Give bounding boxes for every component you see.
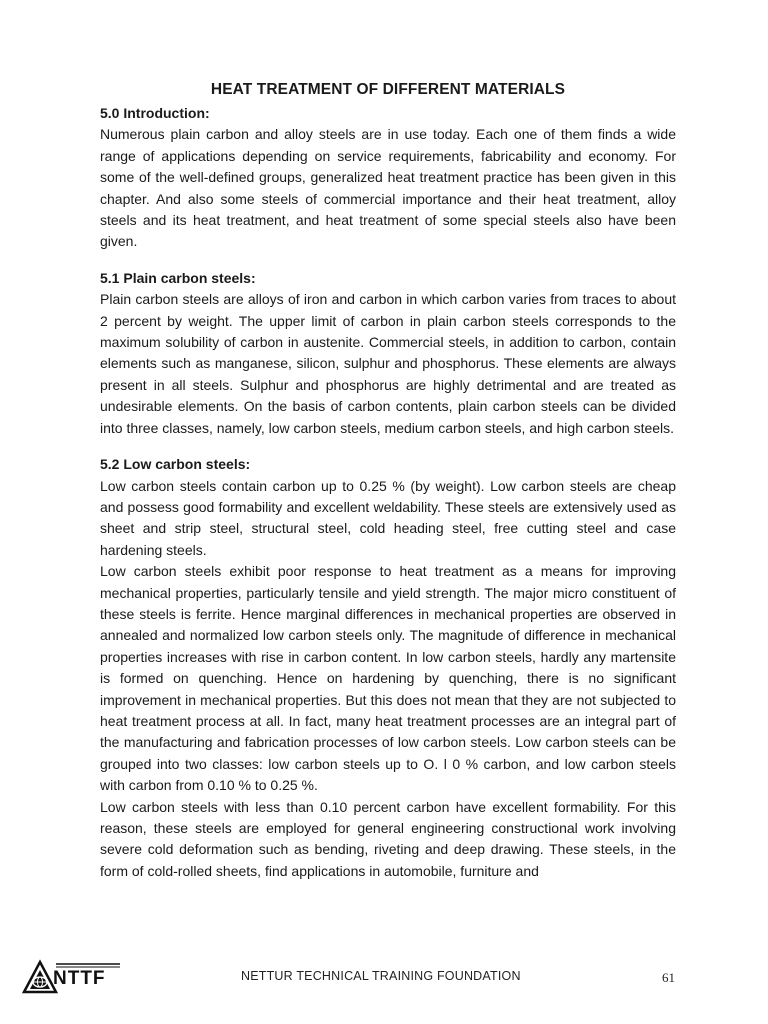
section-paragraph: Plain carbon steels are alloys of iron and carbon in which carbon varies from traces to about 2 percent by weight. The upper limit of carbon in plain carbon steels corresponds to the maximum solubility of carbon in austenite. Commercial steels, in addition to carbon, contain elements such as manganese, silicon, sulphur and phosphorus. These elements are always present in all steels. Sulphur and phosphorus are highly detrimental and are treated as undesirable elements. On the basis of carbon contents, plain carbon steels can be divided into three classes, namely, low carbon steels, medium carbon steels, and high carbon steels.: [100, 291, 676, 436]
document-title: HEAT TREATMENT OF DIFFERENT MATERIALS: [210, 81, 566, 98]
section-introduction: [100, 103, 676, 253]
document-page: [100, 80, 676, 882]
section-heading: 5.0 Introduction:: [100, 105, 210, 121]
section-heading: 5.1 Plain carbon steels:: [100, 269, 256, 286]
section-spacer: [100, 439, 676, 454]
section-paragraph: Low carbon steels contain carbon up to 0.25 % (by weight). Low carbon steels are cheap and possess good formability and excellent weldability. These steels are extensively used as sheet and strip steel, structural steel, cold heading steel, free cutting steel and case hardening steels.: [100, 477, 676, 558]
section-heading: 5.2 Low carbon steels:: [100, 456, 251, 473]
nttf-logo: [22, 958, 122, 994]
section-low-carbon-steels: [100, 454, 676, 882]
footer-organization: NETTUR TECHNICAL TRAINING FOUNDATION: [241, 969, 521, 983]
section-paragraph: Low carbon steels exhibit poor response to heat treatment as a means for improving mechanical properties, particularly tensile and yield strength. The major micro constituent of these steels is ferrite. Hence marginal differences in mechanical properties are observed in annealed and normalized low carbon steels only. The magnitude of difference in mechanical properties increases with rise in carbon content. In low carbon steels, hardly any martensite is formed on quenching. Hence on hardening by quenching, there is no significant improvement in mechanical properties. But this does not mean that they are not subjected to heat treatment process at all. In fact, many heat treatment processes are an integral part of the manufacturing and fabrication processes of low carbon steels. Low carbon steels can be grouped into two classes: low carbon steels up to O. l 0 % carbon, and low carbon steels with carbon from 0.10 % to 0.25 %.: [100, 563, 676, 794]
section-plain-carbon-steels: [100, 268, 676, 439]
page-number: 61: [662, 970, 675, 985]
section-spacer: [100, 253, 676, 268]
page-footer: [0, 950, 768, 1010]
section-paragraph: Low carbon steels with less than 0.10 percent carbon have excellent formability. For this reason, these steels are employed for general engineering constructional work involving severe cold deformation such as bending, riveting and deep drawing. These steels, in the form of cold-rolled sheets, find applications in automobile, furniture and: [100, 798, 676, 879]
logo-text: NTTF: [53, 968, 106, 989]
section-paragraph: Numerous plain carbon and alloy steels are in use today. Each one of them finds a wide range of applications depending on service requirements, fabricability and economy. For some of the well-defined groups, generalized heat treatment practice has been given in this chapter. And also some steels of commercial importance and their heat treatment, alloy steels and its heat treatment, and heat treatment of some special steels also have been given.: [100, 126, 676, 250]
